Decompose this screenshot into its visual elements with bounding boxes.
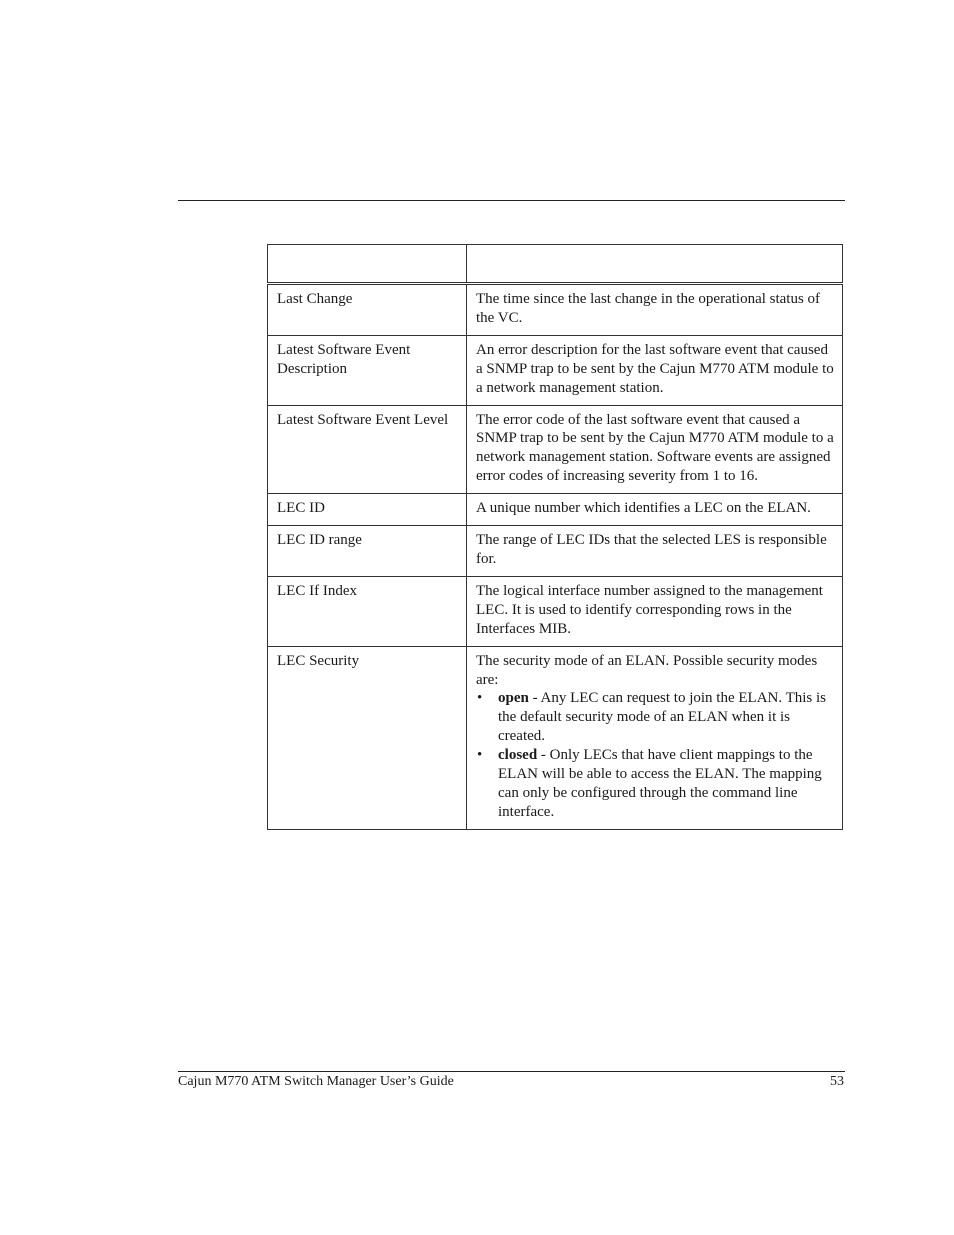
- description-cell: The error code of the last software event that caused a SNMP trap to be sent by the Cajun M770 ATM module to a network management station. Software events are assigned error codes of increasing severity from 1 to 16.: [467, 405, 843, 494]
- description-cell: An error description for the last software event that caused a SNMP trap to be sent by the Cajun M770 ATM module to a network management station.: [467, 335, 843, 405]
- table-row: [268, 576, 843, 646]
- footer-title: Cajun M770 ATM Switch Manager User’s Guide: [178, 1074, 454, 1089]
- glossary-table: [267, 244, 843, 830]
- security-mode-list: [476, 689, 834, 821]
- header-cell-term: [268, 245, 467, 284]
- footer-rule: [178, 1071, 845, 1072]
- header-cell-description: [467, 245, 843, 284]
- header-rule: [178, 200, 845, 201]
- term-cell: Latest Software Event Description: [268, 335, 467, 405]
- description-cell: A unique number which identifies a LEC on the ELAN.: [467, 494, 843, 526]
- table-row: [268, 335, 843, 405]
- term-cell: Last Change: [268, 284, 467, 336]
- table-row: [268, 284, 843, 336]
- term-cell: Latest Software Event Level: [268, 405, 467, 494]
- description-cell: The time since the last change in the operational status of the VC.: [467, 284, 843, 336]
- mode-description: - Only LECs that have client mappings to the ELAN will be able to access the ELAN. The mapping can only be configured through the command line interface.: [498, 747, 822, 820]
- term-cell: LEC If Index: [268, 576, 467, 646]
- security-intro: The security mode of an ELAN. Possible security modes are:: [476, 652, 818, 688]
- description-cell: The logical interface number assigned to the management LEC. It is used to identify corresponding rows in the Interfaces MIB.: [467, 576, 843, 646]
- table-header: [268, 245, 843, 284]
- description-cell: [467, 646, 843, 829]
- table-row: [268, 405, 843, 494]
- page-number: 53: [830, 1074, 844, 1089]
- list-item: [476, 689, 834, 746]
- table-row: [268, 494, 843, 526]
- bullet-icon: •: [477, 747, 483, 764]
- list-item: [476, 746, 834, 822]
- bullet-icon: •: [477, 690, 483, 707]
- table-row: [268, 646, 843, 829]
- term-cell: LEC ID: [268, 494, 467, 526]
- table-row: [268, 526, 843, 577]
- term-cell: LEC Security: [268, 646, 467, 829]
- mode-description: - Any LEC can request to join the ELAN. This is the default security mode of an ELAN when it is created.: [498, 690, 827, 745]
- mode-keyword: open: [498, 690, 529, 707]
- mode-keyword: closed: [498, 747, 538, 764]
- description-cell: The range of LEC IDs that the selected LES is responsible for.: [467, 526, 843, 577]
- term-cell: LEC ID range: [268, 526, 467, 577]
